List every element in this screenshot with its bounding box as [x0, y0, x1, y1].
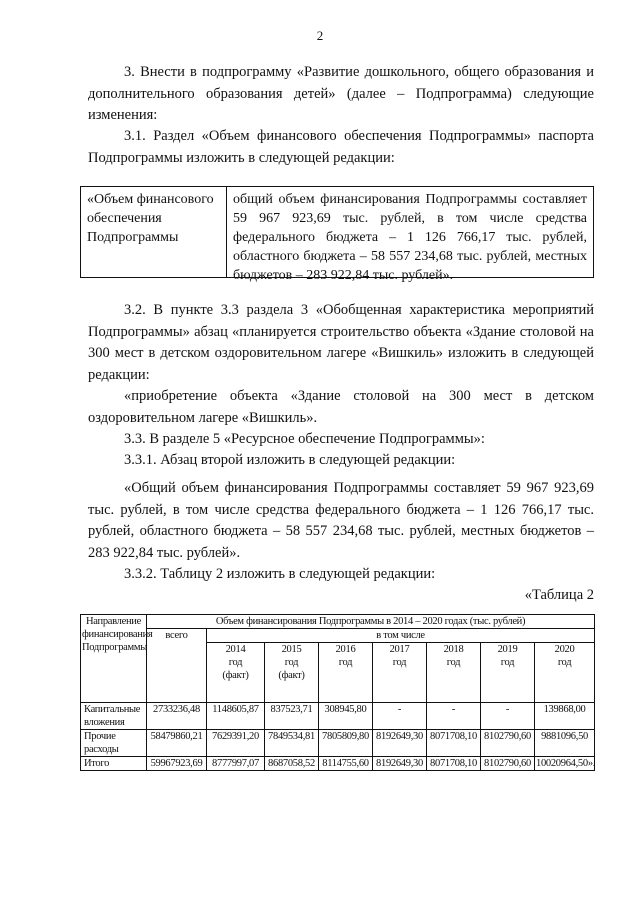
year-header: 2014 год (факт): [207, 643, 265, 703]
page-number: 2: [316, 28, 324, 43]
funding-table: [80, 614, 595, 771]
table-cell: 837523,71: [265, 703, 319, 730]
paragraph-item-3-3-1: 3.3.1. Абзац второй изложить в следующей редакции:: [124, 452, 456, 468]
main-header: Объем финансирования Подпрограммы в 2014 – 2020 годах (тыс. рублей): [147, 615, 595, 629]
table-cell: -: [373, 703, 427, 730]
table-caption: «Таблица 2: [524, 587, 594, 603]
funding-box-text: общий объем финансирования Подпрограммы составляет 59 967 923,69 тыс. рублей, в том числе средства федерального бюджета – 1 126 766,17 тыс. рублей, областного бюджета – 58 557 234,68 тыс. рублей, местных бюджетов – 283 922,84 тыс. рублей».: [233, 192, 587, 283]
paragraph-total-funding: «Общий объем финансирования Подпрограммы составляет 59 967 923,69 тыс. рублей, в том числе средства федерального бюджета – 1 126 766,17 тыс. рублей, областного бюджета – 58 557 234,68 тыс. рублей, местных бюджетов – 283 922,84 тыс. рублей».: [88, 480, 594, 561]
row-label: Капитальные вложения: [81, 703, 147, 730]
year-header: 2019 год: [481, 643, 535, 703]
table-cell: 1148605,87: [207, 703, 265, 730]
table-cell: 8102790,60: [481, 730, 535, 757]
year-header: 2018 год: [427, 643, 481, 703]
table-cell: -: [481, 703, 535, 730]
table-cell: 10020964,50».: [536, 758, 596, 769]
paragraph-acquisition: «приобретение объекта «Здание столовой на 300 мест в детском оздоровительном лагере «Вишкиль».: [88, 388, 594, 426]
row-label: Прочие расходы: [81, 730, 147, 757]
year-header: 2017 год: [373, 643, 427, 703]
year-header: 2016 год: [319, 643, 373, 703]
table-cell: -: [427, 703, 481, 730]
row-label: Итого: [81, 757, 147, 771]
total-header: всего: [147, 629, 207, 703]
table-cell: 7629391,20: [207, 730, 265, 757]
year-header: 2020 год: [535, 643, 595, 703]
table-cell: 308945,80: [319, 703, 373, 730]
table-cell: 8102790,60: [481, 757, 535, 771]
cell-total: 2733236,48: [147, 703, 207, 730]
paragraph-item-3-3: 3.3. В разделе 5 «Ресурсное обеспечение Подпрограммы»:: [124, 431, 485, 447]
table-cell: 8192649,30: [373, 730, 427, 757]
table-cell: 8687058,52: [265, 757, 319, 771]
table-cell: 8114755,60: [319, 757, 373, 771]
table-cell: 8071708,10: [427, 730, 481, 757]
cell-total: 58479860,21: [147, 730, 207, 757]
table-cell: 7805809,80: [319, 730, 373, 757]
funding-passport-box: [80, 186, 594, 283]
paragraph-item-3-1: 3.1. Раздел «Объем финансового обеспечения Подпрограммы» паспорта Подпрограммы изложить в следующей редакции:: [88, 128, 594, 166]
paragraph-item-3-2: 3.2. В пункте 3.3 раздела 3 «Обобщенная характеристика мероприятий Подпрограммы» абзац «планируется строительство объекта «Здание столовой на 300 мест в детском оздоровительном лагере «Вишкиль» изложить в следующей редакции:: [88, 302, 594, 383]
table-cell: 8192649,30: [373, 757, 427, 771]
funding-box-label: «Объем финансового обеспечения Подпрограммы: [81, 187, 227, 277]
paragraph-item-3: 3. Внести в подпрограмму «Развитие дошкольного, общего образования и дополнительного образования детей» (далее – Подпрограмма) следующие изменения:: [88, 64, 594, 123]
cell-total: 59967923,69: [147, 757, 207, 771]
paragraph-item-3-3-2: 3.3.2. Таблицу 2 изложить в следующей редакции:: [124, 566, 436, 582]
table-cell: 9881096,50: [535, 730, 595, 757]
direction-header: Направление финансирования Подпрограммы: [81, 615, 147, 703]
table-cell: 8777997,07: [207, 757, 265, 771]
table-cell: 139868,00: [535, 703, 595, 730]
table-cell: 7849534,81: [265, 730, 319, 757]
including-header: в том числе: [207, 629, 595, 643]
year-header: 2015 год (факт): [265, 643, 319, 703]
table-cell: 8071708,10: [427, 757, 481, 771]
